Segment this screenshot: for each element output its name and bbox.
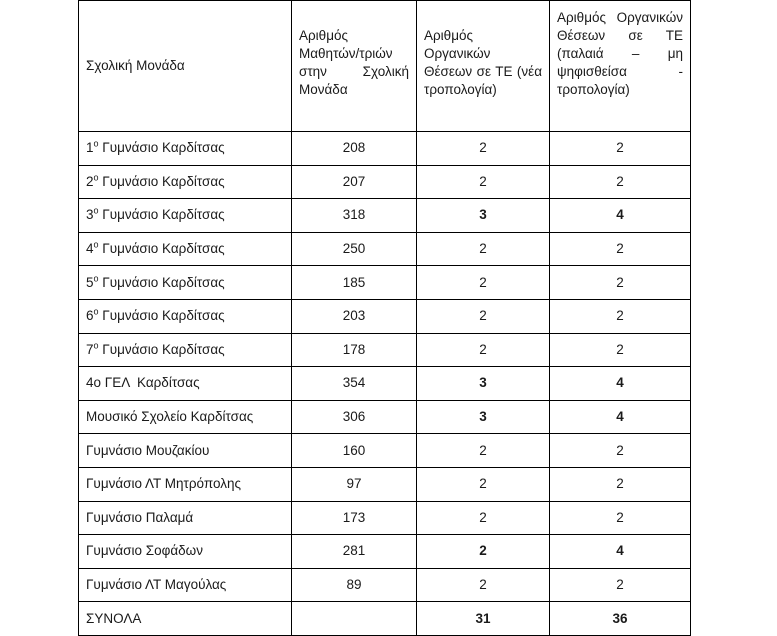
table-header-row [79,1,691,132]
table-row [79,400,691,434]
school-name-cell [79,367,292,401]
new-positions-cell: 3 [417,199,550,233]
old-positions-cell: 2 [550,467,691,501]
school-name: Γυμνάσιο Καρδίτσας [98,341,225,357]
totals-new-positions: 31 [417,602,550,636]
new-positions-cell: 2 [417,535,550,569]
school-name-cell [79,199,292,233]
new-positions-cell: 2 [417,165,550,199]
school-name-cell [79,568,292,602]
school-name-cell [79,165,292,199]
students-cell: 89 [292,568,417,602]
school-name-cell [79,434,292,468]
new-positions-cell: 3 [417,400,550,434]
students-cell: 203 [292,299,417,333]
old-positions-cell: 2 [550,501,691,535]
old-positions-cell: 4 [550,400,691,434]
school-name: Μουσικό Σχολείο Καρδίτσας [86,409,254,425]
new-positions-cell: 2 [417,266,550,300]
students-cell: 160 [292,434,417,468]
students-cell: 208 [292,132,417,166]
totals-old-positions: 36 [550,602,691,636]
table-row [79,535,691,569]
students-cell: 354 [292,367,417,401]
school-name-cell [79,232,292,266]
students-cell: 178 [292,333,417,367]
school-name: Γυμνάσιο Καρδίτσας [98,241,225,257]
school-name: 4ο ΓΕΛ Καρδίτσας [86,375,200,391]
school-name-cell [79,467,292,501]
header-new-positions: Αριθμός Οργανικών Θέσεων σε ΤΕ (νέα τροπολογία) [417,1,550,132]
school-name-cell [79,132,292,166]
school-name: Γυμνάσιο Καρδίτσας [98,140,225,156]
school-name: Γυμνάσιο Καρδίτσας [98,173,225,189]
old-positions-cell: 4 [550,367,691,401]
new-positions-cell: 2 [417,501,550,535]
new-positions-cell: 2 [417,299,550,333]
students-cell: 207 [292,165,417,199]
header-school-unit: Σχολική Μονάδα [79,1,292,132]
table-row [79,367,691,401]
school-number: 5 [86,274,94,290]
school-name: Γυμνάσιο Καρδίτσας [98,207,225,223]
school-number: 3 [86,207,94,223]
header-students: Αριθμός Μαθητών/τριών στην Σχολική Μονάδα [292,1,417,132]
ordinal-suffix: ο [93,340,99,351]
school-name-cell [79,299,292,333]
totals-row [79,602,691,636]
old-positions-cell: 2 [550,132,691,166]
school-name-cell [79,400,292,434]
new-positions-cell: 2 [417,232,550,266]
totals-students [292,602,417,636]
school-number: 6 [86,308,94,324]
table-row [79,333,691,367]
old-positions-cell: 2 [550,266,691,300]
school-name: Γυμνάσιο Καρδίτσας [98,274,225,290]
school-number: 4 [86,241,94,257]
ordinal-suffix: ο [93,273,99,284]
school-number: 7 [86,341,94,357]
old-positions-cell: 2 [550,568,691,602]
ordinal-suffix: ο [93,239,99,250]
header-old-positions: Αριθμός Οργανικών Θέσεων σε ΤΕ (παλαιά – μη ψηφισθείσα - τροπολογία) [550,1,691,132]
schools-table [78,0,691,636]
students-cell: 281 [292,535,417,569]
school-name-cell [79,266,292,300]
school-name-cell [79,501,292,535]
table-row [79,467,691,501]
table-row [79,266,691,300]
ordinal-suffix: ο [93,205,99,216]
school-name-cell [79,333,292,367]
old-positions-cell: 2 [550,434,691,468]
school-name-cell [79,535,292,569]
new-positions-cell: 2 [417,467,550,501]
totals-label: ΣΥΝΟΛΑ [79,602,292,636]
table-row [79,501,691,535]
table-row [79,434,691,468]
school-number: 2 [86,173,94,189]
school-name: Γυμνάσιο Παλαμά [86,509,194,525]
old-positions-cell: 2 [550,232,691,266]
new-positions-cell: 2 [417,132,550,166]
school-name: Γυμνάσιο Σοφάδων [86,543,203,559]
students-cell: 173 [292,501,417,535]
old-positions-cell: 2 [550,299,691,333]
students-cell: 250 [292,232,417,266]
new-positions-cell: 3 [417,367,550,401]
school-name: Γυμνάσιο Μουζακίου [86,442,210,458]
table-row [79,165,691,199]
table-row [79,132,691,166]
new-positions-cell: 2 [417,333,550,367]
old-positions-cell: 4 [550,535,691,569]
students-cell: 185 [292,266,417,300]
table-row [79,232,691,266]
ordinal-suffix: ο [93,172,99,183]
school-name: Γυμνάσιο ΛΤ Μητρόπολης [86,476,241,492]
ordinal-suffix: ο [93,138,99,149]
table-row [79,199,691,233]
students-cell: 318 [292,199,417,233]
school-name: Γυμνάσιο ΛΤ Μαγούλας [86,577,227,593]
new-positions-cell: 2 [417,434,550,468]
school-name: Γυμνάσιο Καρδίτσας [98,308,225,324]
students-cell: 306 [292,400,417,434]
students-cell: 97 [292,467,417,501]
old-positions-cell: 2 [550,333,691,367]
new-positions-cell: 2 [417,568,550,602]
table-row [79,299,691,333]
old-positions-cell: 4 [550,199,691,233]
school-number: 1 [86,140,94,156]
ordinal-suffix: ο [93,306,99,317]
old-positions-cell: 2 [550,165,691,199]
table-row [79,568,691,602]
